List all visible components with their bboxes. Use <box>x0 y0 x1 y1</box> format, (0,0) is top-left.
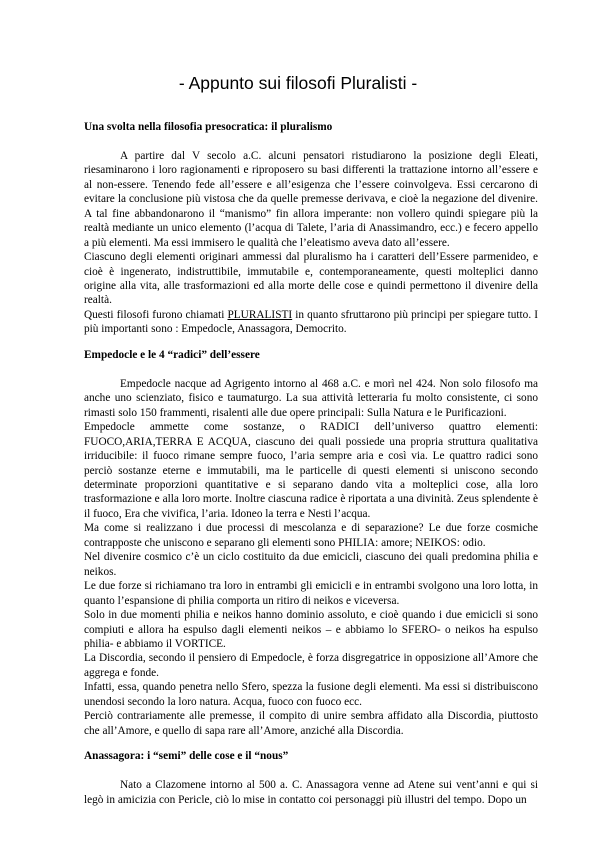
paragraph: Nel divenire cosmico c’è un ciclo costituito da due emicicli, ciascuno dei quali predomina philia e neikos. <box>84 551 538 578</box>
paragraph: Ma come si realizzano i due processi di mescolanza e di separazione? Le due forze cosmiche contrapposte che uniscono e separano gli elementi sono PHILIA: amore; NEIKOS: odio. <box>84 522 538 549</box>
paragraph: Ciascuno degli elementi originari ammessi dal pluralismo ha i caratteri dell’Essere parmenideo, e cioè è ingenerato, indistruttibile, immutabile e, contemporaneamente, questi molteplici danno origine alla vita, alle trasformazioni ed alla morte delle cose e quindi permettono il divenire della realtà. <box>84 251 538 307</box>
text-span: in quanto sfruttarono più principi per spiegare tutto. I più importanti sono : Empedocle, Anassagora, Democrito. <box>84 308 538 336</box>
paragraph: Empedocle ammette come sostanze, o RADICI dell’universo quattro elementi: FUOCO,ARIA,TERRA E ACQUA, ciascuno dei quali possiede una propria struttura qualitativa irriducibile: il fuoco rimane sempre fuoco, l’aria sempre aria e così via. Le quattro radici sono perciò sostanze eterne e immutabili, ma le particelle di questi elementi si uniscono secondo determinate proporzioni quantitative e si separano dando vita a molteplici cose, alla loro trasformazione e alla loro morte. Inoltre ciascuna radice è riportata a una divinità. Zeus splendente è il fuoco, Era che vivifica, l’aria. Idoneo la terra e Nesti l’acqua. <box>84 421 538 520</box>
document-title: - Appunto sui filosofi Pluralisti - <box>178 73 418 93</box>
paragraph: A partire dal V secolo a.C. alcuni pensatori ristudiarono la posizione degli Eleati, riesaminarono i loro ragionamenti e riproposero su basi differenti la trattazione intorno all’essere e al non-essere. Tenendo fede all’essere e all’esigenza che l’essere coinvolgeva. Essi cercarono di evitare la conclusione più vistosa che da quelle premesse derivava, e cioè la negazione del divenire. A tal fine abbandonarono il “manismo” fin allora imperante: non vollero quindi spiegare più la realtà mediante un unico elemento (l’acqua di Talete, l’aria di Anassimandro, ecc.) e fecero appello a più elementi. Ma essi immisero le qualità che l’eleatismo aveva dato all’essere. <box>84 149 538 249</box>
section-heading-anassagora: Anassagora: i “semi” delle cose e il “nous” <box>84 750 289 763</box>
document-body <box>84 120 538 807</box>
text-span: Questi filosofi furono chiamati <box>84 308 228 321</box>
paragraph: Infatti, essa, quando penetra nello Sfero, spezza la fusione degli elementi. Ma essi si distribuiscono unendosi secondo la loro natura. Acqua, fuoco con fuoco ecc. <box>84 681 538 708</box>
paragraph: Le due forze si richiamano tra loro in entrambi gli emicicli e in entrambi svolgono una loro lotta, in quanto l’espansione di philia comporta un ritiro di neikos e viceversa. <box>84 580 538 607</box>
underlined-term: PLURALISTI <box>227 308 293 321</box>
paragraph-pluralisti <box>84 308 538 337</box>
paragraph: Nato a Clazomene intorno al 500 a. C. Anassagora venne ad Atene sui vent’anni e qui si legò in amicizia con Pericle, ciò lo mise in contatto coi personaggi più illustri del tempo. Dopo un <box>84 779 538 806</box>
paragraph: La Discordia, secondo il pensiero di Empedocle, è forza disgregatrice in opposizione all’Amore che aggrega e fonde. <box>84 652 538 679</box>
paragraph: Perciò contrariamente alle premesse, il compito di unire sembra affidato alla Discordia, piuttosto che all’Amore, e quello di sapa rare all’Amore, anziché alla Discordia. <box>84 710 538 737</box>
paragraph: Empedocle nacque ad Agrigento intorno al 468 a.C. e morì nel 424. Non solo filosofo ma anche uno scienziato, fisico e taumaturgo. La sua attività letteraria fu molto consistente, ci sono rimasti solo 150 frammenti, risalenti alle due opere principali: Sulla Natura e le Purificazioni. <box>84 377 538 419</box>
section-heading-empedocle: Empedocle e le 4 “radici” dell’essere <box>84 348 260 361</box>
paragraph: Solo in due momenti philia e neikos hanno dominio assoluto, e cioè quando i due emicicli si sono compiuti e allora ha espulso dagli elementi neikos – e abbiamo lo SFERO- o neikos ha espulso philia- e abbiamo il VORTICE. <box>84 609 538 650</box>
section-heading-pluralismo: Una svolta nella filosofia presocratica: il pluralismo <box>84 121 333 133</box>
